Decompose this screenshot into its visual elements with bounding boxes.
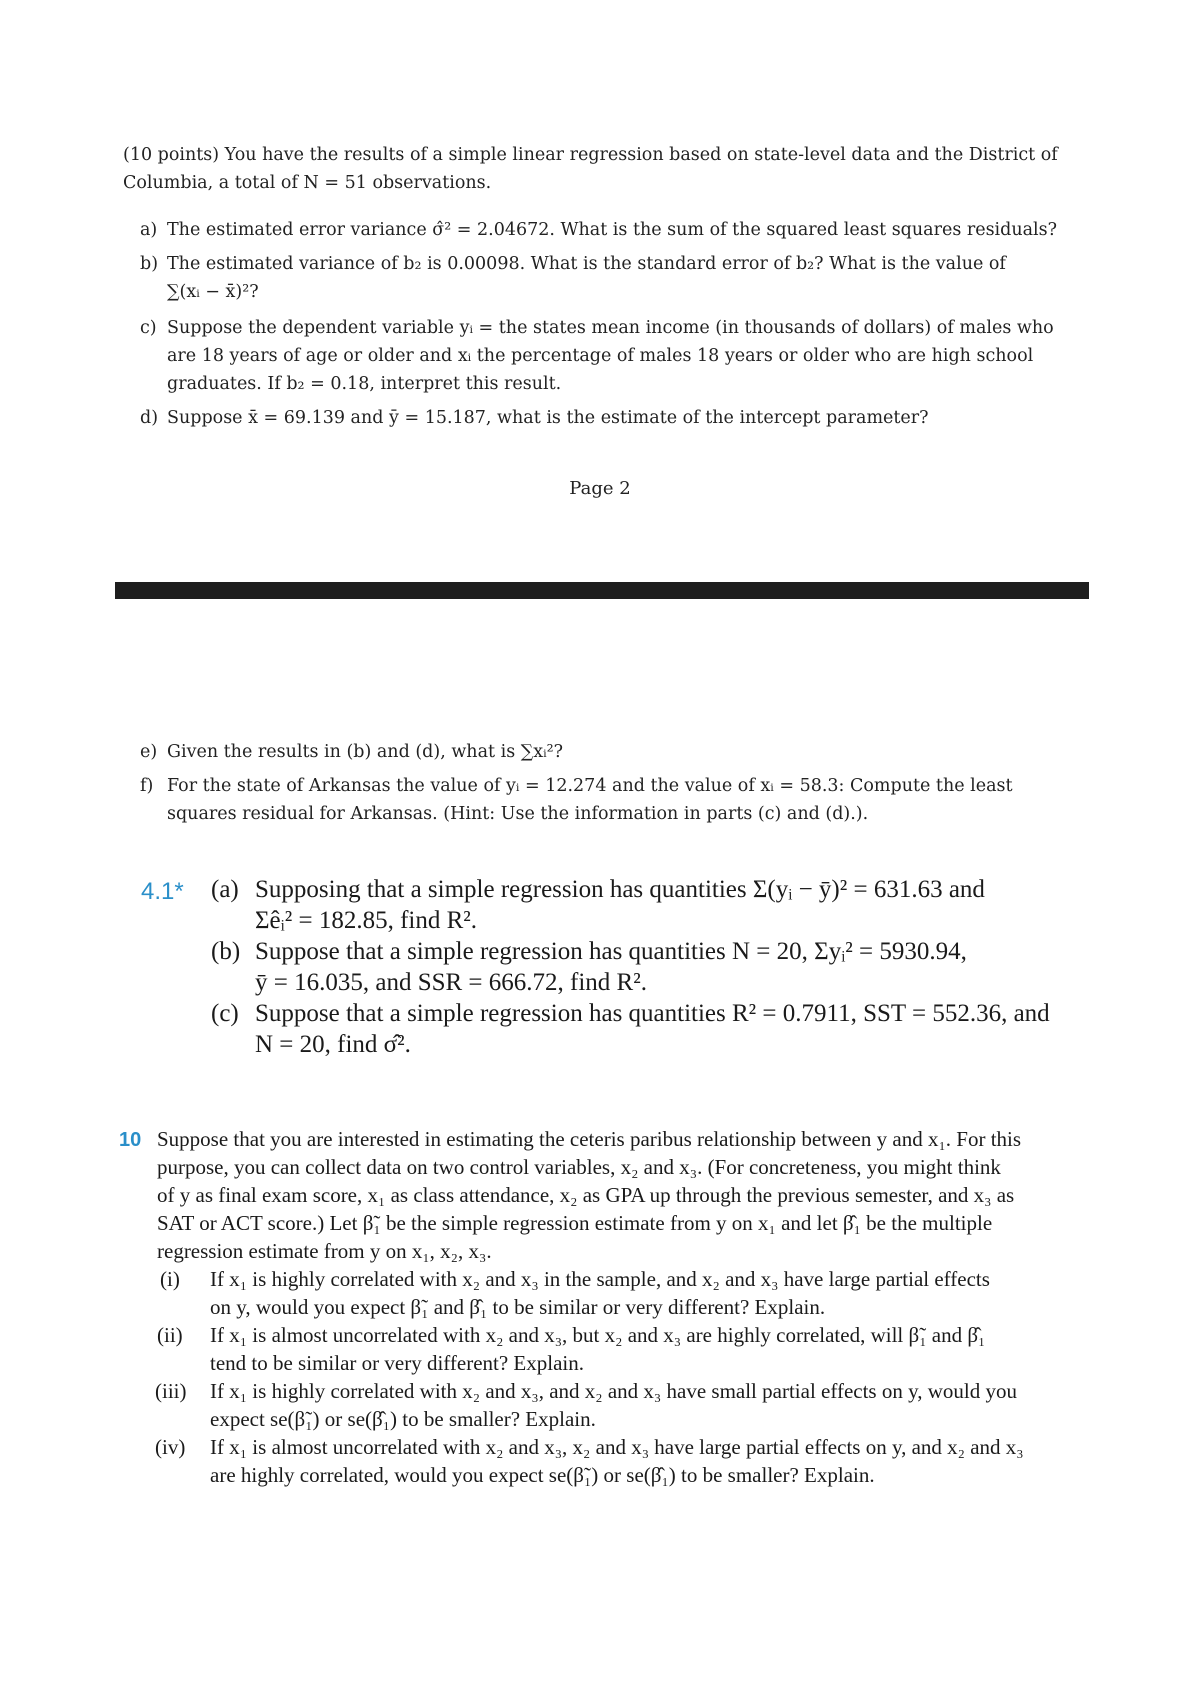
item-e-label: e) — [140, 742, 158, 762]
ex-a-line-1: Supposing that a simple regression has quantities Σ(yᵢ − ȳ)² = 631.63 and — [255, 876, 985, 903]
p10-iii-label: (iii) — [155, 1379, 187, 1403]
page-number-label: Page 2 — [569, 478, 631, 499]
p10-line-3: of y as final exam score, x₁ as class attendance, x₂ as GPA up through the previous semester, and x₃ as — [157, 1183, 1015, 1207]
item-d-text: Suppose x̄ = 69.139 and ȳ = 15.187, what is the estimate of the intercept parameter? — [167, 408, 929, 428]
ex-b-line-1: Suppose that a simple regression has quantities N = 20, Σyᵢ² = 5930.94, — [255, 938, 967, 965]
p10-iv-label: (iv) — [155, 1435, 186, 1459]
ex-c-line-1: Suppose that a simple regression has quantities R² = 0.7911, SST = 552.36, and — [255, 1000, 1050, 1027]
ex-a-label: (a) — [211, 876, 239, 903]
p10-i-line-2: on y, would you expect β̃₁ and β̂₁ to be similar or very different? Explain. — [210, 1295, 826, 1319]
item-c-label: c) — [140, 318, 157, 338]
item-c-line-3: graduates. If b₂ = 0.18, interpret this result. — [167, 374, 562, 394]
item-c-line-2: are 18 years of age or older and xᵢ the percentage of males 18 years or older who are high school — [167, 346, 1034, 366]
ex-c-line-2: N = 20, find σ̂². — [255, 1031, 411, 1058]
intro-line-1: (10 points) You have the results of a simple linear regression based on state-level data and the District of — [123, 145, 1058, 165]
item-f-label: f) — [140, 776, 154, 796]
item-b-line-1: The estimated variance of b₂ is 0.00098. What is the standard error of b₂? What is the value of — [167, 254, 1006, 274]
p10-ii-line-1: If x₁ is almost uncorrelated with x₂ and x₃, but x₂ and x₃ are highly correlated, will β̃₁ and β̂₁ — [210, 1323, 986, 1347]
item-f-line-1: For the state of Arkansas the value of yᵢ = 12.274 and the value of xᵢ = 58.3: Compute the least — [167, 776, 1013, 796]
ex-b-line-2: ȳ = 16.035, and SSR = 666.72, find R². — [255, 969, 647, 996]
p10-iv-line-1: If x₁ is almost uncorrelated with x₂ and x₃, x₂ and x₃ have large partial effects on y, and x₂ and x₃ — [210, 1435, 1024, 1459]
p10-iii-line-2: expect se(β̃₁) or se(β̂₁) to be smaller? Explain. — [210, 1407, 596, 1431]
p10-i-label: (i) — [160, 1267, 180, 1291]
exercise-number: 4.1* — [141, 878, 184, 905]
p10-iv-line-2: are highly correlated, would you expect se(β̃₁) or se(β̂₁) to be smaller? Explain. — [210, 1463, 875, 1487]
item-a-label: a) — [140, 220, 158, 240]
item-c-line-1: Suppose the dependent variable yᵢ = the states mean income (in thousands of dollars) of males who — [167, 318, 1054, 338]
page-divider-bar — [115, 582, 1089, 599]
p10-line-5: regression estimate from y on x₁, x₂, x₃. — [157, 1239, 492, 1263]
item-e-text: Given the results in (b) and (d), what is ∑xᵢ²? — [167, 742, 564, 762]
p10-ii-label: (ii) — [157, 1323, 183, 1347]
problem-10-number: 10 — [119, 1129, 142, 1151]
p10-line-1: Suppose that you are interested in estimating the ceteris paribus relationship between y and x₁. For this — [157, 1127, 1022, 1151]
item-b-line-2: ∑(xᵢ − x̄)²? — [167, 282, 259, 302]
item-f-line-2: squares residual for Arkansas. (Hint: Use the information in parts (c) and (d).). — [167, 804, 869, 824]
p10-iii-line-1: If x₁ is highly correlated with x₂ and x₃, and x₂ and x₃ have small partial effects on y, would you — [210, 1379, 1017, 1403]
ex-b-label: (b) — [211, 938, 241, 965]
p10-i-line-1: If x₁ is highly correlated with x₂ and x₃ in the sample, and x₂ and x₃ have large partial effects — [210, 1267, 990, 1291]
p10-ii-line-2: tend to be similar or very different? Explain. — [210, 1351, 584, 1375]
item-b-label: b) — [140, 254, 159, 274]
p10-line-4: SAT or ACT score.) Let β̃₁ be the simple regression estimate from y on x₁ and let β̂₁ be the multiple — [157, 1211, 993, 1235]
intro-line-2: Columbia, a total of N = 51 observations. — [123, 173, 492, 193]
ex-c-label: (c) — [211, 1000, 239, 1027]
ex-a-line-2: Σêᵢ² = 182.85, find R². — [255, 907, 478, 934]
item-a-text: The estimated error variance σ̂² = 2.04672. What is the sum of the squared least squares residuals? — [167, 220, 1058, 240]
p10-line-2: purpose, you can collect data on two control variables, x₂ and x₃. (For concreteness, you might think — [157, 1155, 1001, 1179]
item-d-label: d) — [140, 408, 159, 428]
